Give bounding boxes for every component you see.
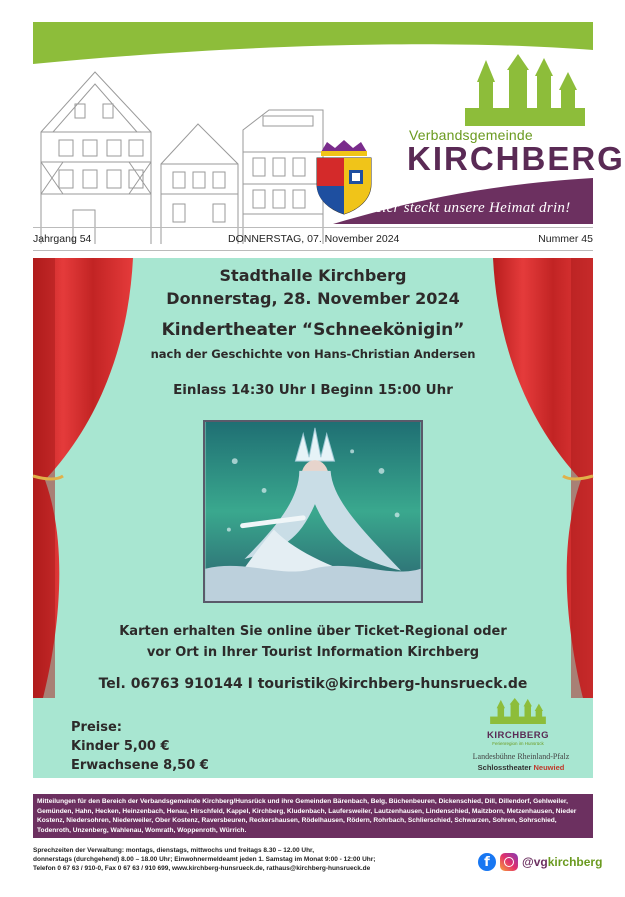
schlosstheater	[461, 763, 581, 772]
landesbuehne: Landesbühne Rheinland-Pfalz	[472, 752, 570, 761]
event-date: Donnerstag, 28. November 2024	[166, 289, 460, 308]
issue-date: DONNERSTAG, 07. November 2024	[228, 233, 400, 245]
slogan: Hier steckt unsere Heimat drin!	[371, 200, 571, 216]
handle-prefix: @vg	[522, 855, 548, 869]
price-adults: Erwachsene 8,50 €	[71, 758, 209, 773]
schlosstheater-label: Schlosstheater	[477, 763, 532, 772]
office-hours-line-2: donnerstags (durchgehend) 8.00 – 18.00 Uhr; Einwohnermeldeamt jeden 1. Samstag im Monat 9:00 - 12:00 Uhr;	[33, 856, 376, 863]
event-poster	[33, 258, 593, 778]
social-handle[interactable]	[522, 855, 602, 869]
office-hours-line-1: Sprechzeiten der Verwaltung: montags, dienstags, mittwochs und freitags 8.30 – 12.00 Uhr,	[33, 847, 315, 854]
social-links	[478, 852, 602, 872]
vg-name: KIRCHBERG	[407, 140, 625, 177]
play-title: Kindertheater “Schneekönigin”	[161, 320, 465, 340]
instagram-icon[interactable]	[500, 853, 518, 871]
contact-line: Tel. 06763 910144 I touristik@kirchberg-hunsrueck.de	[98, 676, 528, 692]
venue: Stadthalle Kirchberg	[219, 266, 407, 285]
vg-label: Verbandsgemeinde	[409, 127, 533, 143]
facebook-icon[interactable]: f	[478, 853, 496, 871]
kirchberg-tourism-logo	[473, 698, 563, 746]
prices-title: Preise:	[71, 720, 122, 735]
contact-details: Telefon 0 67 63 / 910-0, Fax 0 67 63 / 910 699, www.kirchberg-hunsrueck.de, rathaus@kirchberg-hunsrueck.de	[33, 865, 371, 872]
coat-of-arms-icon	[313, 140, 375, 214]
handle-name: kirchberg	[547, 855, 603, 869]
event-time: Einlass 14:30 Uhr I Beginn 15:00 Uhr	[173, 382, 453, 398]
municipalities-notice: Mitteilungen für den Bereich der Verbandsgemeinde Kirchberg/Hunsrück und ihre Gemeinden Bärenbach, Belg, Büchenbeuren, Dickenschied, Dill, Dillendorf, Gehlweiler, Gemünden, Hahn, Hecken, Heinzenbach, Henau, Hirschfeld, Kappel, Kirchberg, Kludenbach, Laufersweiler, Lautzenhausen, Lindenschied, Maitzborn, Metzenhausen, Nieder Kostenz, Niedersohren, Niederweiler, Ober Kostenz, Raversbeuren, Reckershausen, Rödelhausen, Rödern, Rohrbach, Schlierschied, Schwarzen, Sohren, Sohrschied, Todenroth, Unzenberg, Wahlenau, Womrath, Woppenroth, Würrich.	[33, 794, 593, 838]
snow-queen-image	[203, 420, 423, 603]
masthead	[33, 22, 625, 224]
tickets-line-1: Karten erhalten Sie online über Ticket-Regional oder	[119, 624, 507, 639]
price-children: Kinder 5,00 €	[71, 739, 170, 754]
play-subtitle: nach der Geschichte von Hans-Christian Andersen	[150, 347, 476, 361]
issue-info-bar	[33, 227, 593, 251]
price-list	[71, 718, 209, 775]
logo-sub: Ferienregion im Hunsrück	[492, 741, 544, 746]
towers-logo	[465, 54, 585, 126]
neuwied-label: Neuwied	[533, 763, 565, 772]
tickets-line-2: vor Ort in Ihrer Tourist Information Kirchberg	[146, 645, 480, 660]
volume: Jahrgang 54	[33, 233, 92, 245]
towers-icon	[490, 698, 546, 724]
office-hours	[33, 846, 453, 873]
issue-number: Nummer 45	[538, 233, 593, 245]
logo-name: KIRCHBERG	[486, 730, 550, 741]
